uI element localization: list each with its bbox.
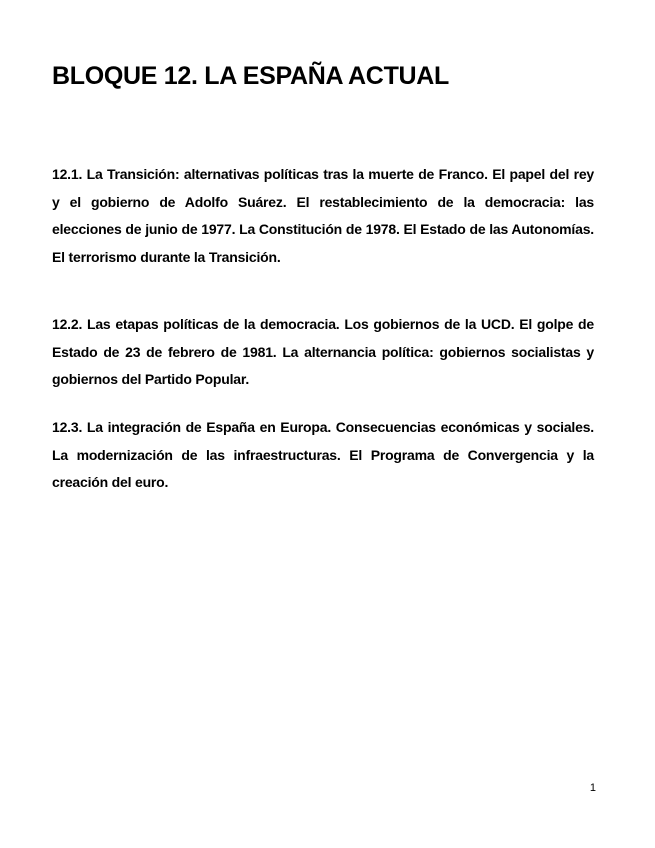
section-12-3: 12.3. La integración de España en Europa. Consecuencias económicas y sociales. La modernización de las infraestructuras. El Programa de Convergencia y la creación del euro.	[52, 419, 594, 490]
page-title: BLOQUE 12. LA ESPAÑA ACTUAL	[52, 62, 450, 90]
section-12-1: 12.1. La Transición: alternativas políticas tras la muerte de Franco. El papel del rey y el gobierno de Adolfo Suárez. El restablecimiento de la democracia: las elecciones de junio de 1977. La Constitución de 1978. El Estado de las Autonomías. El terrorismo durante la Transición.	[52, 166, 594, 265]
section-12-2: 12.2. Las etapas políticas de la democracia. Los gobiernos de la UCD. El golpe de Estado de 23 de febrero de 1981. La alternancia política: gobiernos socialistas y gobiernos del Partido Popular.	[52, 316, 594, 387]
page-number: 1	[589, 782, 596, 794]
